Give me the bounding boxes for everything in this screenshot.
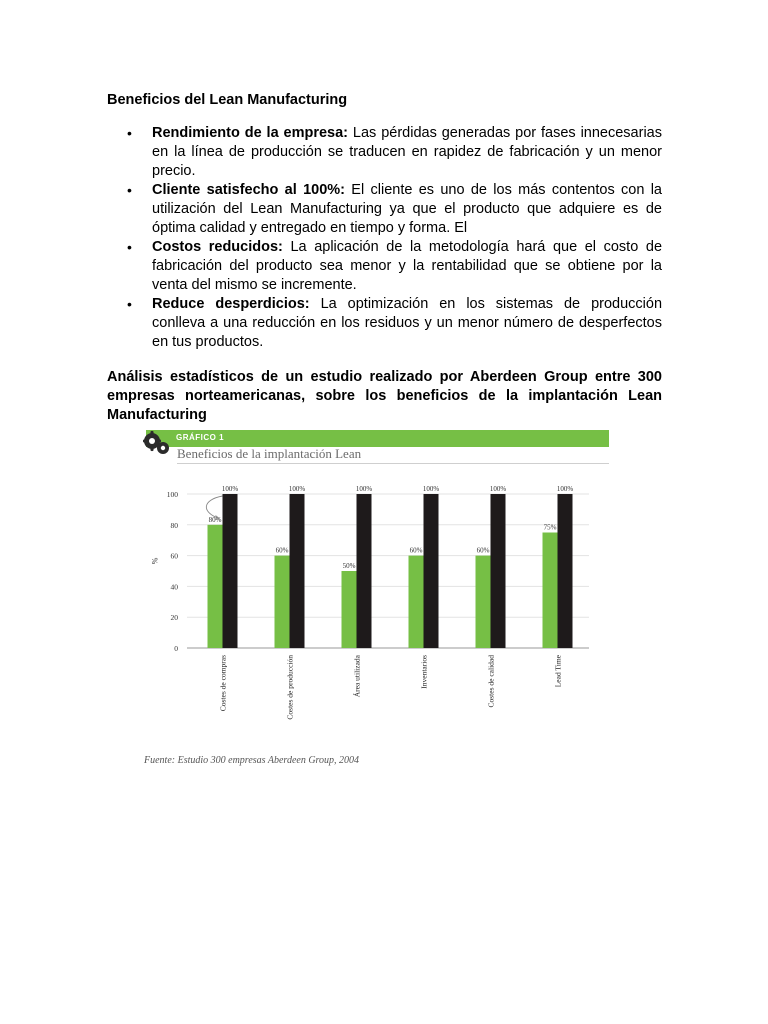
- data-label: 100%: [422, 485, 440, 493]
- x-tick-label: Inventarios: [419, 655, 429, 689]
- data-label: 100%: [556, 485, 574, 493]
- analysis-heading: Análisis estadísticos de un estudio realizado por Aberdeen Group entre 300 empresas norteamericanas, sobre los beneficios de la implantación Lean Manufacturing: [107, 369, 662, 423]
- section-heading: Beneficios del Lean Manufacturing: [107, 92, 348, 108]
- benefits-list: [107, 124, 662, 352]
- x-tick-label: Área utilizada: [352, 655, 362, 698]
- data-label: 100%: [221, 485, 239, 493]
- y-axis-label: %: [150, 557, 159, 565]
- bar-before: [409, 556, 424, 648]
- bar-after: [357, 494, 372, 648]
- figure-label: GRÁFICO 1: [176, 433, 225, 442]
- benefit-text: Las pérdidas generadas por fases innecesarias en la línea de producción se traducen en rapidez de fabricación y un menor precio.: [152, 125, 662, 179]
- benefit-text: La optimización en los sistemas de producción conlleva a una reducción en los residuos y un menor número de desperfectos en tus productos.: [152, 296, 663, 350]
- benefit-item: [107, 238, 662, 295]
- figure-source: Fuente: Estudio 300 empresas Aberdeen Group, 2004: [144, 755, 360, 766]
- bullet-icon: •: [127, 125, 132, 141]
- data-label: 60%: [409, 546, 423, 555]
- x-tick-label: Costes de compras: [218, 655, 228, 712]
- data-label: 100%: [288, 485, 306, 493]
- data-label: 100%: [489, 485, 507, 493]
- bar-before: [342, 571, 357, 648]
- x-tick-label: Costes de calidad: [486, 655, 496, 708]
- benefit-text: La aplicación de la metodología hará que el costo de fabricación del producto sea menor y la rentabilidad que se obtiene por la venta del mismo se incremente.: [152, 239, 663, 293]
- y-tick-label: 100: [166, 490, 178, 499]
- document-body: [107, 91, 662, 440]
- benefit-item: [107, 124, 662, 181]
- bar-after: [290, 494, 305, 648]
- bullet-icon: •: [127, 296, 132, 312]
- y-tick-label: 40: [170, 582, 178, 592]
- bar-after: [424, 494, 439, 648]
- y-tick-label: 80: [170, 520, 178, 530]
- chart-figure: [143, 428, 609, 773]
- benefit-item: [107, 181, 662, 238]
- data-label: 100%: [355, 485, 373, 493]
- x-tick-label: Costes de producción: [285, 655, 295, 720]
- bar-after: [558, 494, 573, 648]
- y-tick-label: 20: [170, 613, 178, 623]
- bar-after: [491, 494, 506, 648]
- bar-before: [543, 533, 558, 649]
- data-label: 60%: [476, 546, 490, 555]
- data-label: 80%: [208, 515, 222, 524]
- bar-before: [275, 556, 290, 648]
- chart-title: Beneficios de la implantación Lean: [177, 446, 362, 461]
- benefit-title: Costos reducidos:: [152, 239, 283, 255]
- y-tick-label: 0: [174, 644, 178, 653]
- benefit-text: El cliente es uno de los más contentos con la utilización del Lean Manufacturing ya que el producto que adquiere es de óptima calidad y entregado en tiempo y forma. El: [152, 182, 662, 236]
- data-label: 50%: [342, 562, 356, 570]
- bar-before: [476, 556, 491, 648]
- benefit-title: Cliente satisfecho al 100%:: [152, 182, 345, 198]
- bullet-icon: •: [127, 182, 132, 198]
- data-label: 60%: [275, 546, 289, 555]
- bar-after: [223, 494, 238, 648]
- benefit-title: Reduce desperdicios:: [152, 296, 310, 312]
- benefit-item: [107, 295, 662, 352]
- y-tick-label: 60: [170, 551, 178, 561]
- x-tick-label: Lead Time: [553, 655, 563, 688]
- bullet-icon: •: [127, 239, 132, 255]
- bar-before: [208, 525, 223, 648]
- data-label: 75%: [543, 523, 557, 532]
- bar-chart: [143, 428, 609, 748]
- benefit-title: Rendimiento de la empresa:: [152, 125, 349, 141]
